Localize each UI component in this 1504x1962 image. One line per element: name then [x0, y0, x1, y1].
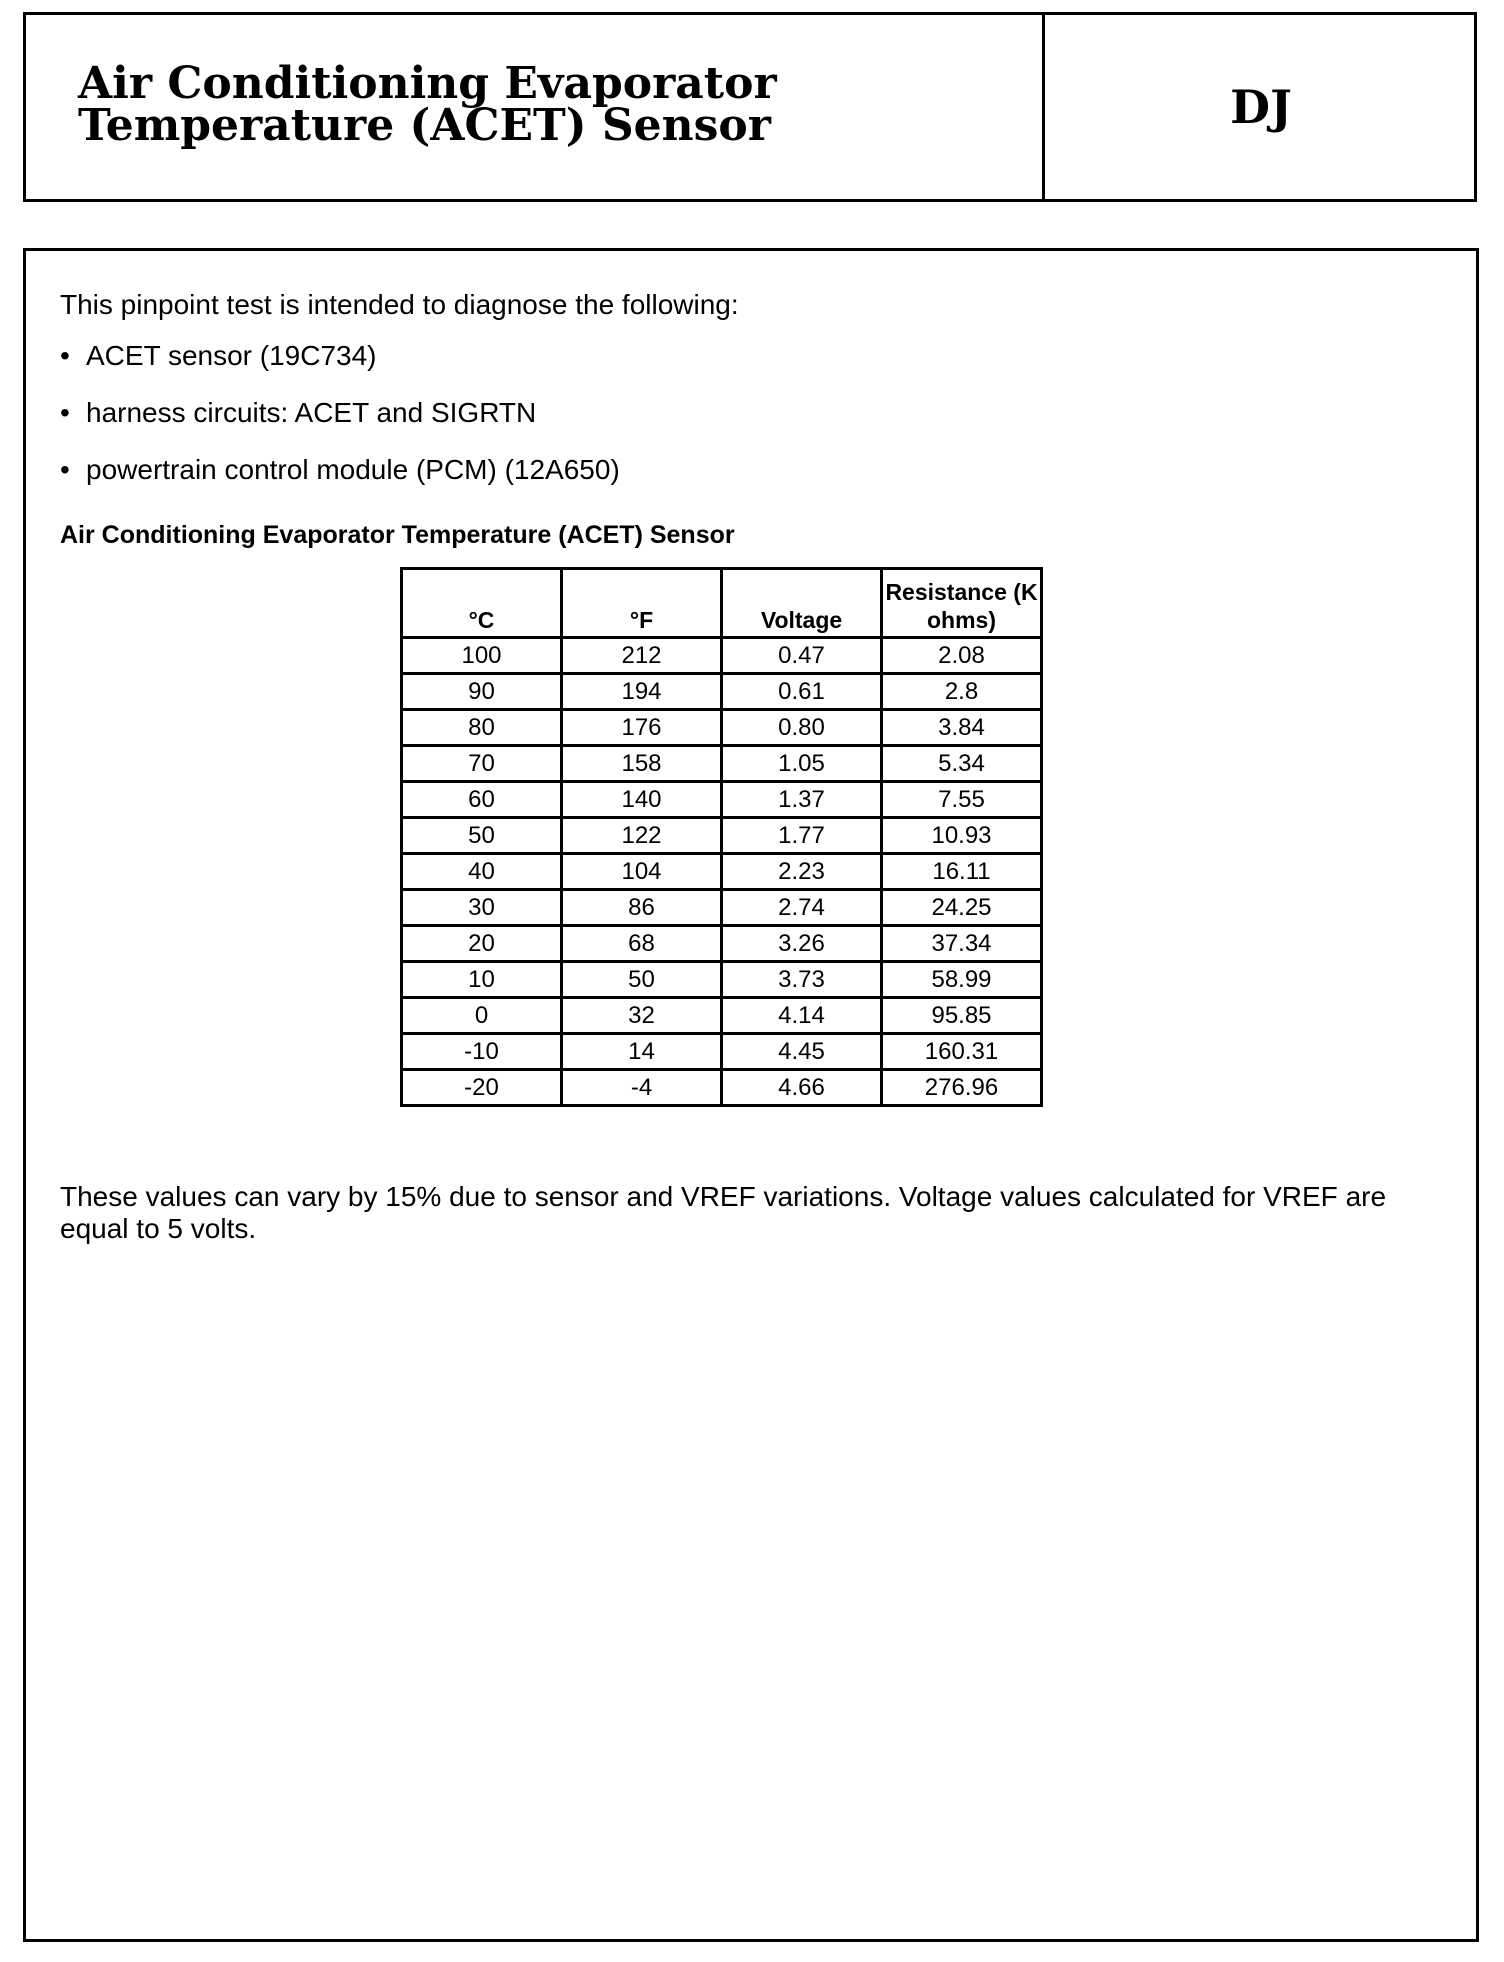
list-item: [60, 455, 620, 512]
cell-voltage: 0.61: [722, 674, 882, 710]
cell-voltage: 1.37: [722, 782, 882, 818]
content-box: [23, 248, 1479, 1942]
cell-fahrenheit: 14: [562, 1034, 722, 1070]
cell-resistance: 2.8: [882, 674, 1042, 710]
cell-fahrenheit: 68: [562, 926, 722, 962]
cell-fahrenheit: 122: [562, 818, 722, 854]
cell-voltage: 4.66: [722, 1070, 882, 1106]
cell-fahrenheit: 176: [562, 710, 722, 746]
list-item-text: powertrain control module (PCM) (12A650): [86, 454, 620, 485]
cell-celsius: 50: [402, 818, 562, 854]
cell-celsius: 90: [402, 674, 562, 710]
cell-resistance: 160.31: [882, 1034, 1042, 1070]
table-row: [402, 1034, 1042, 1070]
table-row: [402, 998, 1042, 1034]
table-row: [402, 782, 1042, 818]
table-header-row: [402, 569, 1042, 638]
bullet-icon: •: [60, 397, 70, 428]
cell-celsius: 10: [402, 962, 562, 998]
cell-resistance: 58.99: [882, 962, 1042, 998]
cell-voltage: 3.73: [722, 962, 882, 998]
cell-celsius: 70: [402, 746, 562, 782]
page-title-line-1: Air Conditioning Evaporator: [78, 58, 777, 109]
table-row: [402, 710, 1042, 746]
cell-resistance: 37.34: [882, 926, 1042, 962]
cell-celsius: 80: [402, 710, 562, 746]
cell-celsius: 60: [402, 782, 562, 818]
table-row: [402, 890, 1042, 926]
cell-celsius: 0: [402, 998, 562, 1034]
cell-fahrenheit: 104: [562, 854, 722, 890]
cell-celsius: -10: [402, 1034, 562, 1070]
column-header-celsius: °C: [402, 569, 562, 638]
table-row: [402, 962, 1042, 998]
bullet-icon: •: [60, 454, 70, 485]
cell-celsius: 100: [402, 638, 562, 674]
column-header-voltage: Voltage: [722, 569, 882, 638]
list-item-text: harness circuits: ACET and SIGRTN: [86, 397, 537, 428]
cell-resistance: 276.96: [882, 1070, 1042, 1106]
cell-voltage: 4.14: [722, 998, 882, 1034]
cell-voltage: 2.74: [722, 890, 882, 926]
cell-fahrenheit: 140: [562, 782, 722, 818]
cell-voltage: 2.23: [722, 854, 882, 890]
cell-resistance: 16.11: [882, 854, 1042, 890]
list-item: [60, 341, 620, 398]
list-item: [60, 398, 620, 455]
cell-voltage: 0.80: [722, 710, 882, 746]
cell-celsius: 20: [402, 926, 562, 962]
cell-resistance: 10.93: [882, 818, 1042, 854]
cell-fahrenheit: 50: [562, 962, 722, 998]
table-row: [402, 1070, 1042, 1106]
bullet-icon: •: [60, 340, 70, 371]
column-header-resistance: Resistance (K ohms): [882, 569, 1042, 638]
cell-resistance: 24.25: [882, 890, 1042, 926]
cell-celsius: -20: [402, 1070, 562, 1106]
table-row: [402, 818, 1042, 854]
table-row: [402, 674, 1042, 710]
table-row: [402, 746, 1042, 782]
cell-resistance: 2.08: [882, 638, 1042, 674]
header-box: [23, 12, 1477, 202]
cell-voltage: 4.45: [722, 1034, 882, 1070]
table-row: [402, 854, 1042, 890]
page-title-line-2: Temperature (ACET) Sensor: [78, 100, 771, 151]
table-row: [402, 926, 1042, 962]
cell-resistance: 3.84: [882, 710, 1042, 746]
list-item-text: ACET sensor (19C734): [86, 340, 377, 371]
cell-celsius: 30: [402, 890, 562, 926]
table-row: [402, 638, 1042, 674]
section-code: DJ: [1230, 80, 1292, 134]
cell-fahrenheit: -4: [562, 1070, 722, 1106]
cell-fahrenheit: 86: [562, 890, 722, 926]
table-body: [402, 638, 1042, 1106]
cell-resistance: 5.34: [882, 746, 1042, 782]
cell-fahrenheit: 158: [562, 746, 722, 782]
table-title: Air Conditioning Evaporator Temperature (ACET) Sensor: [60, 521, 735, 549]
cell-voltage: 0.47: [722, 638, 882, 674]
cell-fahrenheit: 212: [562, 638, 722, 674]
sensor-table: [400, 567, 1043, 1107]
cell-fahrenheit: 32: [562, 998, 722, 1034]
note-text: These values can vary by 15% due to sensor and VREF variations. Voltage values calculated for VREF are equal to 5 volts.: [60, 1181, 1387, 1244]
diagnosis-list: [60, 341, 620, 512]
column-header-fahrenheit: °F: [562, 569, 722, 638]
cell-voltage: 3.26: [722, 926, 882, 962]
cell-resistance: 95.85: [882, 998, 1042, 1034]
cell-voltage: 1.77: [722, 818, 882, 854]
page-title: [78, 58, 777, 151]
intro-text: This pinpoint test is intended to diagnose the following:: [60, 289, 739, 320]
cell-resistance: 7.55: [882, 782, 1042, 818]
cell-voltage: 1.05: [722, 746, 882, 782]
cell-celsius: 40: [402, 854, 562, 890]
cell-fahrenheit: 194: [562, 674, 722, 710]
